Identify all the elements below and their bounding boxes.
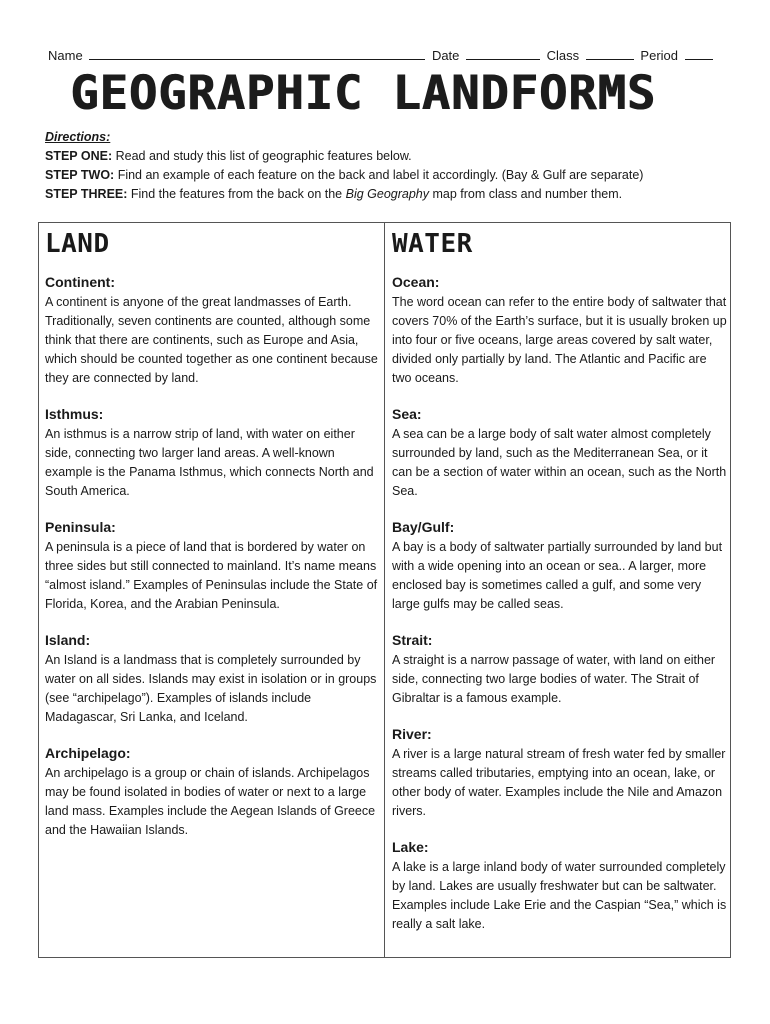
water-definition: A bay is a body of saltwater partially surrounded by land but with a wide opening into an ocean or sea.. A larger, more enclosed bay is sometimes called a gulf, and some very large gulfs may be called seas. xyxy=(392,540,723,611)
land-entry xyxy=(45,744,381,840)
land-term: Archipelago: xyxy=(45,745,131,761)
date-blank[interactable] xyxy=(466,47,540,60)
water-term: Lake: xyxy=(392,839,429,855)
land-definition: An archipelago is a group or chain of islands. Archipelagos may be found isolated in bodies of water or next to a large land mass. Examples include the Aegean Islands of Greece and the Hawaiian Islands. xyxy=(45,766,376,837)
land-definition: An Island is a landmass that is completely surrounded by water on all sides. Islands may exist in isolation or in groups (see “archipelago”). Examples of islands include Madagascar, Sri Lanka, and Iceland. xyxy=(45,653,377,724)
land-term: Continent: xyxy=(45,274,115,290)
water-definition: A sea can be a large body of salt water almost completely surrounded by land, such as the Mediterranean Sea, or it can be a section of water within an ocean, such as the North Sea. xyxy=(392,427,727,498)
water-definition: A river is a large natural stream of fresh water fed by smaller streams called tributaries, emptying into an ocean, lake, or other body of water. Examples include the Nile and Amazon rivers. xyxy=(392,747,726,818)
land-definition: A continent is anyone of the great landmasses of Earth. Traditionally, seven continents are counted, although some think that there are continents, such as Europe and Asia, which should be counted together as one continent because they are connected by land. xyxy=(45,295,378,385)
step-one-text: Read and study this list of geographic features below. xyxy=(112,149,412,163)
name-blank[interactable] xyxy=(89,47,425,60)
land-title: LAND xyxy=(45,229,110,259)
step-one xyxy=(45,147,745,166)
directions-heading: Directions: xyxy=(45,130,111,144)
directions xyxy=(45,128,745,204)
step-two-label: STEP TWO: xyxy=(45,168,115,182)
water-entry xyxy=(392,725,728,821)
class-blank[interactable] xyxy=(586,47,634,60)
landforms-table xyxy=(38,222,731,958)
water-definition: A lake is a large inland body of water surrounded completely by land. Lakes are usually freshwater but can be saltwater. Examples include Lake Erie and the Caspian “Sea,” which is really a salt lake. xyxy=(392,860,727,931)
step-three-text-b: map from class and number them. xyxy=(429,187,623,201)
step-three-map-name: Big Geography xyxy=(345,187,429,201)
water-column xyxy=(392,223,728,951)
water-title: WATER xyxy=(392,229,473,259)
water-term: Bay/Gulf: xyxy=(392,519,455,535)
water-term: Sea: xyxy=(392,406,422,422)
land-definition: A peninsula is a piece of land that is bordered by water on three sides but still connected to mainland. It’s name means “almost island.” Examples of Peninsulas include the State of Florida, Korea, and the Arabian Peninsula. xyxy=(45,540,378,611)
step-one-label: STEP ONE: xyxy=(45,149,113,163)
water-entry xyxy=(392,405,728,501)
land-entry xyxy=(45,631,381,727)
water-term: River: xyxy=(392,726,432,742)
land-entry xyxy=(45,405,381,501)
student-info-line xyxy=(48,47,728,63)
land-column xyxy=(45,223,381,857)
water-definition: The word ocean can refer to the entire body of saltwater that covers 70% of the Earth’s surface, but it is usually broken up into four or five oceans, large areas covered by salt water, divided only partially by land. The Atlantic and Pacific are two oceans. xyxy=(392,295,727,385)
water-definition: A straight is a narrow passage of water, with land on either side, connecting two large bodies of water. The Strait of Gibraltar is a famous example. xyxy=(392,653,716,705)
water-entry xyxy=(392,838,728,934)
step-two xyxy=(45,166,745,185)
land-term: Isthmus: xyxy=(45,406,104,422)
step-three xyxy=(45,185,745,204)
land-entry xyxy=(45,273,381,388)
land-definition: An isthmus is a narrow strip of land, with water on either side, connecting two larger land areas. A well-known example is the Panama Isthmus, which connects North and South America. xyxy=(45,427,374,498)
water-entry xyxy=(392,631,728,708)
land-entry xyxy=(45,518,381,614)
land-term: Peninsula: xyxy=(45,519,116,535)
date-label: Date xyxy=(431,48,460,63)
water-term: Strait: xyxy=(392,632,433,648)
class-label: Class xyxy=(546,48,580,63)
period-label: Period xyxy=(640,48,678,63)
step-two-text: Find an example of each feature on the back and label it accordingly. (Bay & Gulf are separate) xyxy=(114,168,644,182)
period-blank[interactable] xyxy=(685,47,713,60)
step-three-text-a: Find the features from the back on the xyxy=(127,187,346,201)
page-title: GEOGRAPHIC LANDFORMS xyxy=(70,66,656,121)
land-term: Island: xyxy=(45,632,91,648)
water-entry xyxy=(392,518,728,614)
water-term: Ocean: xyxy=(392,274,440,290)
column-divider xyxy=(384,223,385,957)
water-entry xyxy=(392,273,728,388)
step-three-label: STEP THREE: xyxy=(45,187,128,201)
name-label: Name xyxy=(48,48,83,63)
